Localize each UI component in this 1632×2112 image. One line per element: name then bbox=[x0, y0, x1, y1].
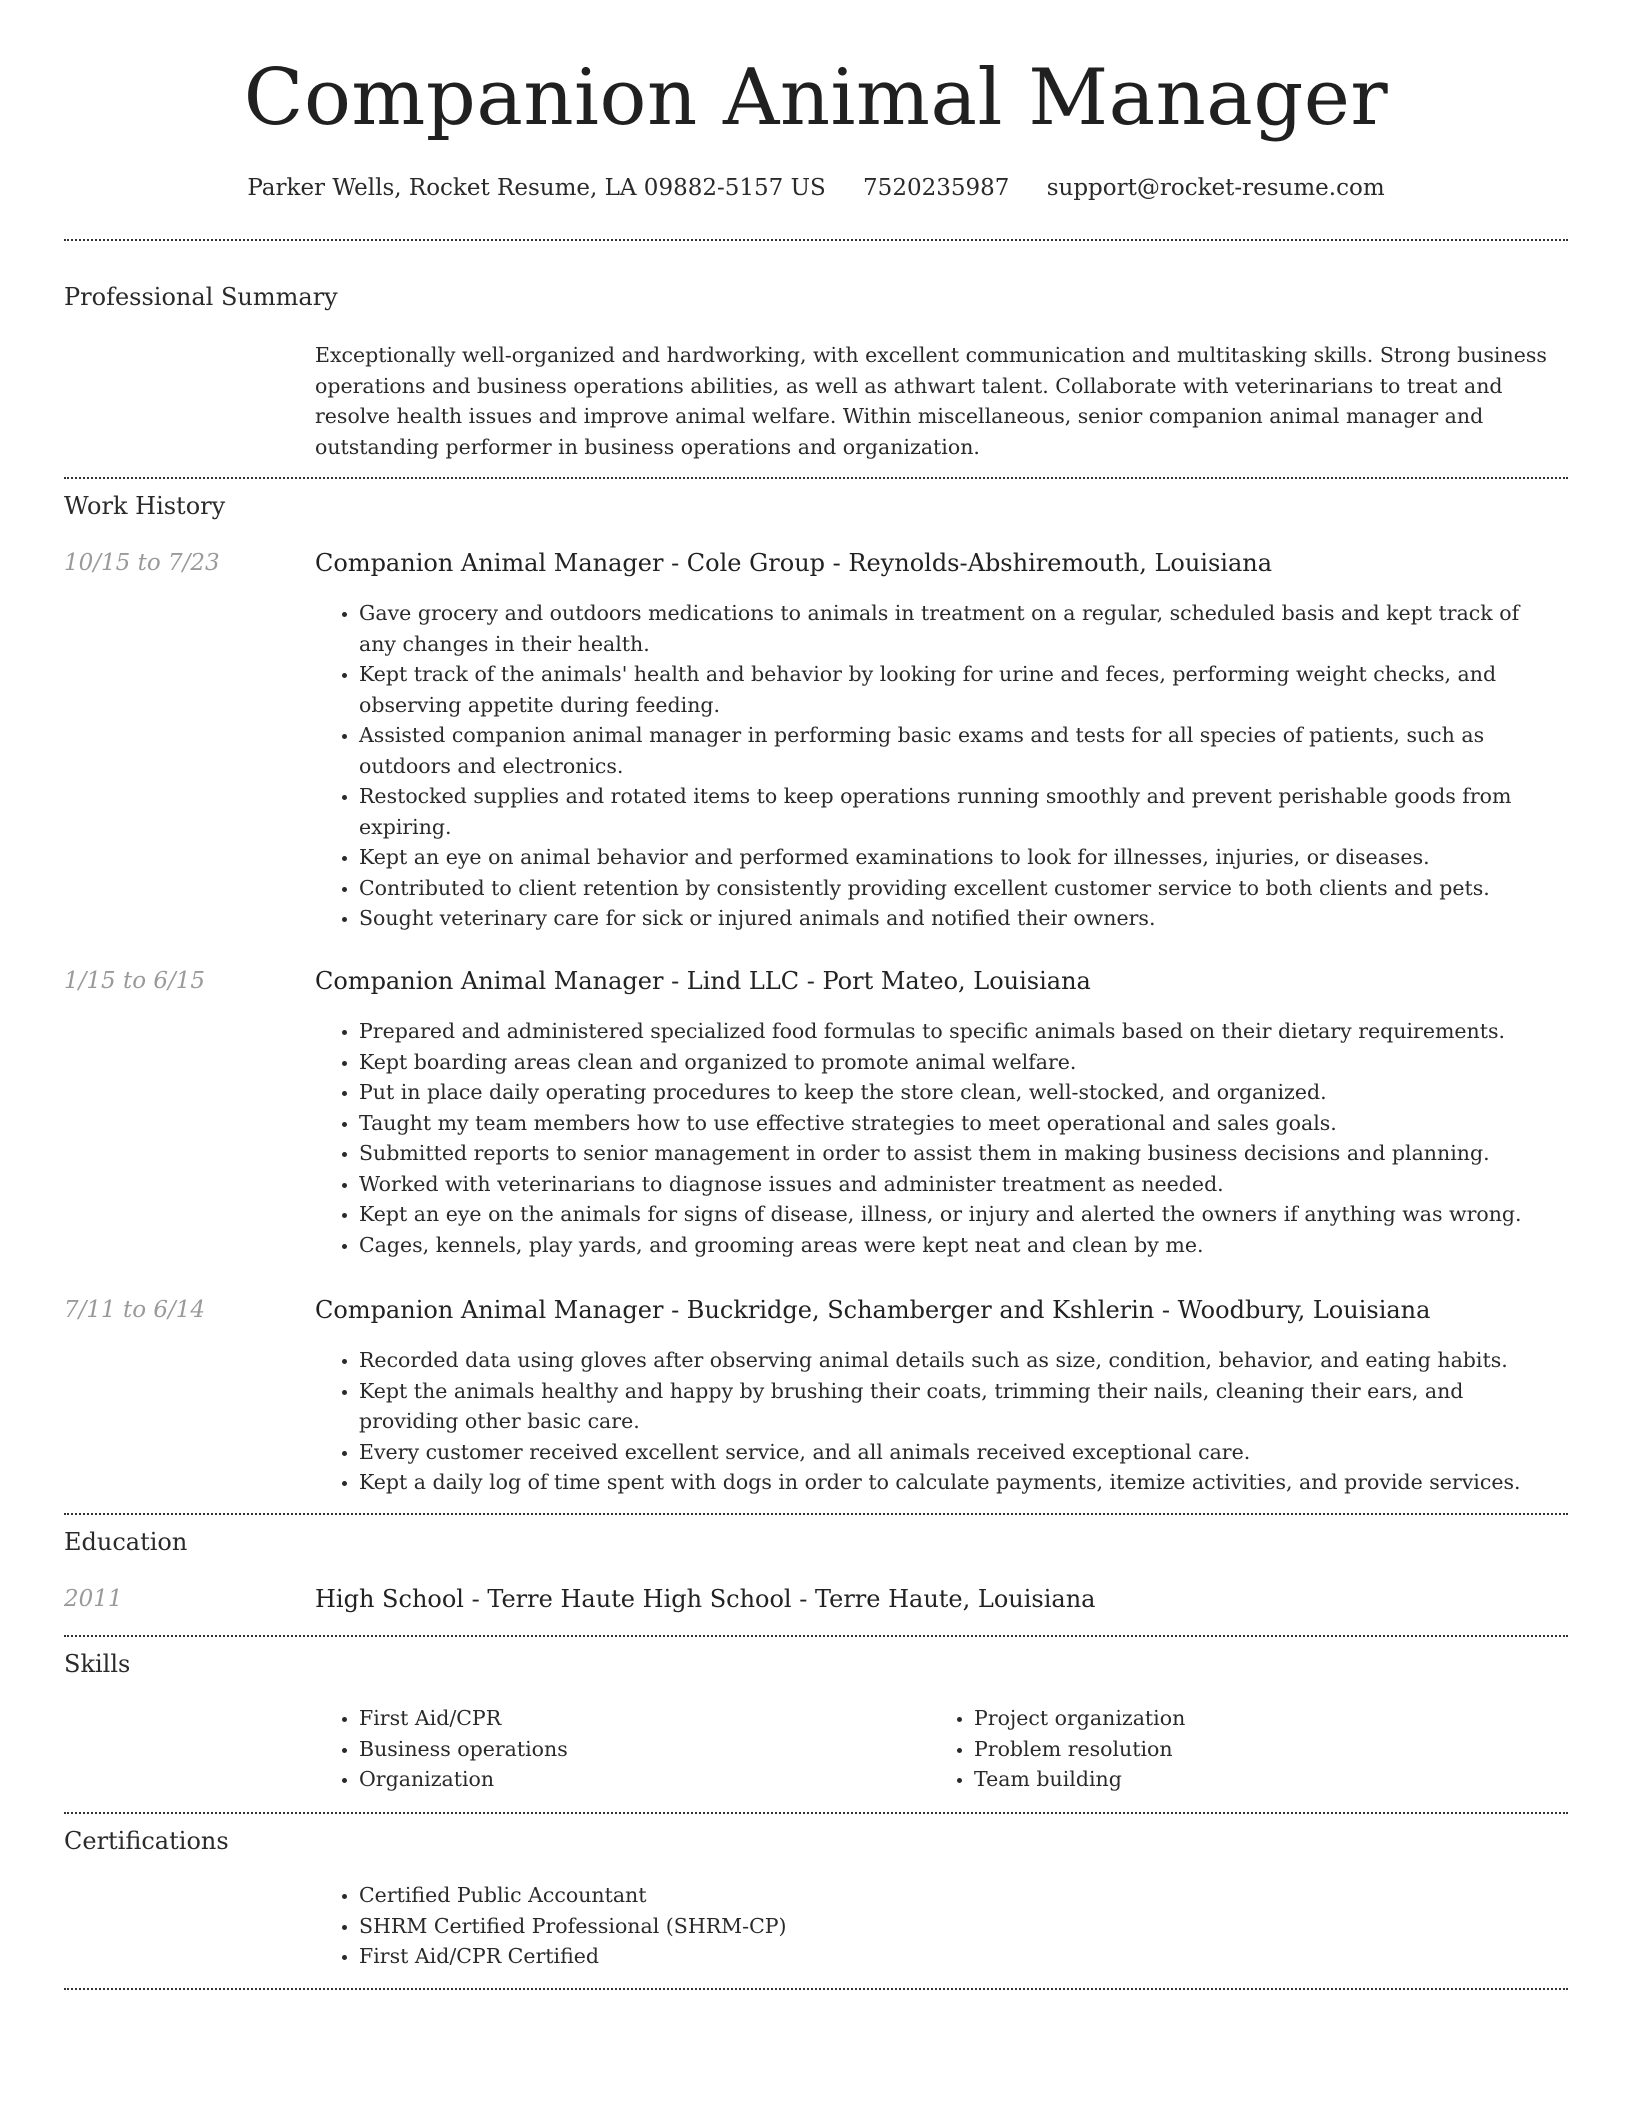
job-bullet: • Kept a daily log of time spent with dogs in order to calculate payments, itemize activities, and provide services. bbox=[359, 1467, 1559, 1498]
contact-line bbox=[64, 172, 1568, 204]
certification-item: • Certified Public Accountant bbox=[359, 1880, 1559, 1911]
job-bullet: • Kept the animals healthy and happy by brushing their coats, trimming their nails, cleaning their ears, and providing other basic care. bbox=[359, 1376, 1559, 1437]
skills-list-left bbox=[315, 1703, 915, 1795]
section-title-summary: Professional Summary bbox=[64, 283, 338, 311]
skill-item: • Problem resolution bbox=[974, 1734, 1530, 1765]
section-divider bbox=[64, 1635, 1568, 1637]
section-divider bbox=[64, 239, 1568, 241]
summary-text: Exceptionally well-organized and hardworking, with excellent communication and multitasking skills. Strong business operations and business operations abilities, as well as athwart talent. Collaborate with veterinarians to treat and resolve health issues and improve animal welfare. Within miscellaneous, senior companion animal manager and outstanding performer in business operations and organization. bbox=[315, 343, 1547, 459]
certification-item: • First Aid/CPR Certified bbox=[359, 1941, 1559, 1972]
education-dates: 2011 bbox=[64, 1586, 123, 1612]
job-dates: 10/15 to 7/23 bbox=[64, 550, 220, 576]
job-bullet: • Prepared and administered specialized food formulas to specific animals based on their dietary requirements. bbox=[359, 1016, 1559, 1047]
contact-email: support@rocket-resume.com bbox=[1046, 175, 1385, 201]
job-title: Companion Animal Manager - Buckridge, Schamberger and Kshlerin - Woodbury, Louisiana bbox=[315, 1296, 1431, 1324]
job-title: Companion Animal Manager - Lind LLC - Port Mateo, Louisiana bbox=[315, 967, 1091, 995]
skill-item: • First Aid/CPR bbox=[359, 1703, 915, 1734]
job-bullet: • Contributed to client retention by consistently providing excellent customer service to both clients and pets. bbox=[359, 873, 1559, 904]
certification-item: • SHRM Certified Professional (SHRM-CP) bbox=[359, 1911, 1559, 1942]
job-bullet: • Kept an eye on the animals for signs of disease, illness, or injury and alerted the owners if anything was wrong. bbox=[359, 1199, 1559, 1230]
job-bullet: • Restocked supplies and rotated items to keep operations running smoothly and prevent perishable goods from expiring. bbox=[359, 781, 1559, 842]
section-title-work-history: Work History bbox=[64, 492, 226, 520]
job-bullet: • Recorded data using gloves after observing animal details such as size, condition, behavior, and eating habits. bbox=[359, 1345, 1559, 1376]
skill-item: • Team building bbox=[974, 1764, 1530, 1795]
job-bullet: • Kept an eye on animal behavior and performed examinations to look for illnesses, injuries, or diseases. bbox=[359, 842, 1559, 873]
section-divider bbox=[64, 1513, 1568, 1515]
job-bullets bbox=[315, 598, 1559, 934]
certifications-list bbox=[315, 1880, 1559, 1972]
contact-address: Parker Wells, Rocket Resume, LA 09882-5157 US bbox=[247, 175, 826, 201]
job-bullet: • Taught my team members how to use effective strategies to meet operational and sales goals. bbox=[359, 1108, 1559, 1139]
job-bullet: • Kept boarding areas clean and organized to promote animal welfare. bbox=[359, 1047, 1559, 1078]
section-divider bbox=[64, 1812, 1568, 1814]
skill-item: • Business operations bbox=[359, 1734, 915, 1765]
skills-list-right bbox=[930, 1703, 1530, 1795]
job-title: Companion Animal Manager - Cole Group - Reynolds-Abshiremouth, Louisiana bbox=[315, 549, 1273, 577]
resume-title: Companion Animal Manager bbox=[243, 53, 1389, 143]
job-bullet: • Cages, kennels, play yards, and grooming areas were kept neat and clean by me. bbox=[359, 1230, 1559, 1261]
section-divider bbox=[64, 477, 1568, 479]
job-dates: 1/15 to 6/15 bbox=[64, 968, 206, 994]
contact-phone: 7520235987 bbox=[863, 175, 1010, 201]
job-bullet: • Submitted reports to senior management in order to assist them in making business decisions and planning. bbox=[359, 1138, 1559, 1169]
job-bullet: • Kept track of the animals' health and behavior by looking for urine and feces, performing weight checks, and observing appetite during feeding. bbox=[359, 659, 1559, 720]
job-bullet: • Every customer received excellent service, and all animals received exceptional care. bbox=[359, 1437, 1559, 1468]
job-bullets bbox=[315, 1345, 1559, 1498]
job-bullet: • Gave grocery and outdoors medications to animals in treatment on a regular, scheduled basis and kept track of any changes in their health. bbox=[359, 598, 1559, 659]
job-bullet: • Assisted companion animal manager in performing basic exams and tests for all species of patients, such as outdoors and electronics. bbox=[359, 720, 1559, 781]
job-bullet: • Put in place daily operating procedures to keep the store clean, well-stocked, and organized. bbox=[359, 1077, 1559, 1108]
job-bullet: • Worked with veterinarians to diagnose issues and administer treatment as needed. bbox=[359, 1169, 1559, 1200]
skill-item: • Project organization bbox=[974, 1703, 1530, 1734]
section-title-certifications: Certifications bbox=[64, 1827, 229, 1855]
job-dates: 7/11 to 6/14 bbox=[64, 1297, 206, 1323]
job-bullet: • Sought veterinary care for sick or injured animals and notified their owners. bbox=[359, 903, 1559, 934]
section-title-skills: Skills bbox=[64, 1650, 131, 1678]
job-bullets bbox=[315, 1016, 1559, 1260]
education-title: High School - Terre Haute High School - Terre Haute, Louisiana bbox=[315, 1585, 1096, 1613]
skill-item: • Organization bbox=[359, 1764, 915, 1795]
section-divider bbox=[64, 1988, 1568, 1990]
section-title-education: Education bbox=[64, 1528, 188, 1556]
